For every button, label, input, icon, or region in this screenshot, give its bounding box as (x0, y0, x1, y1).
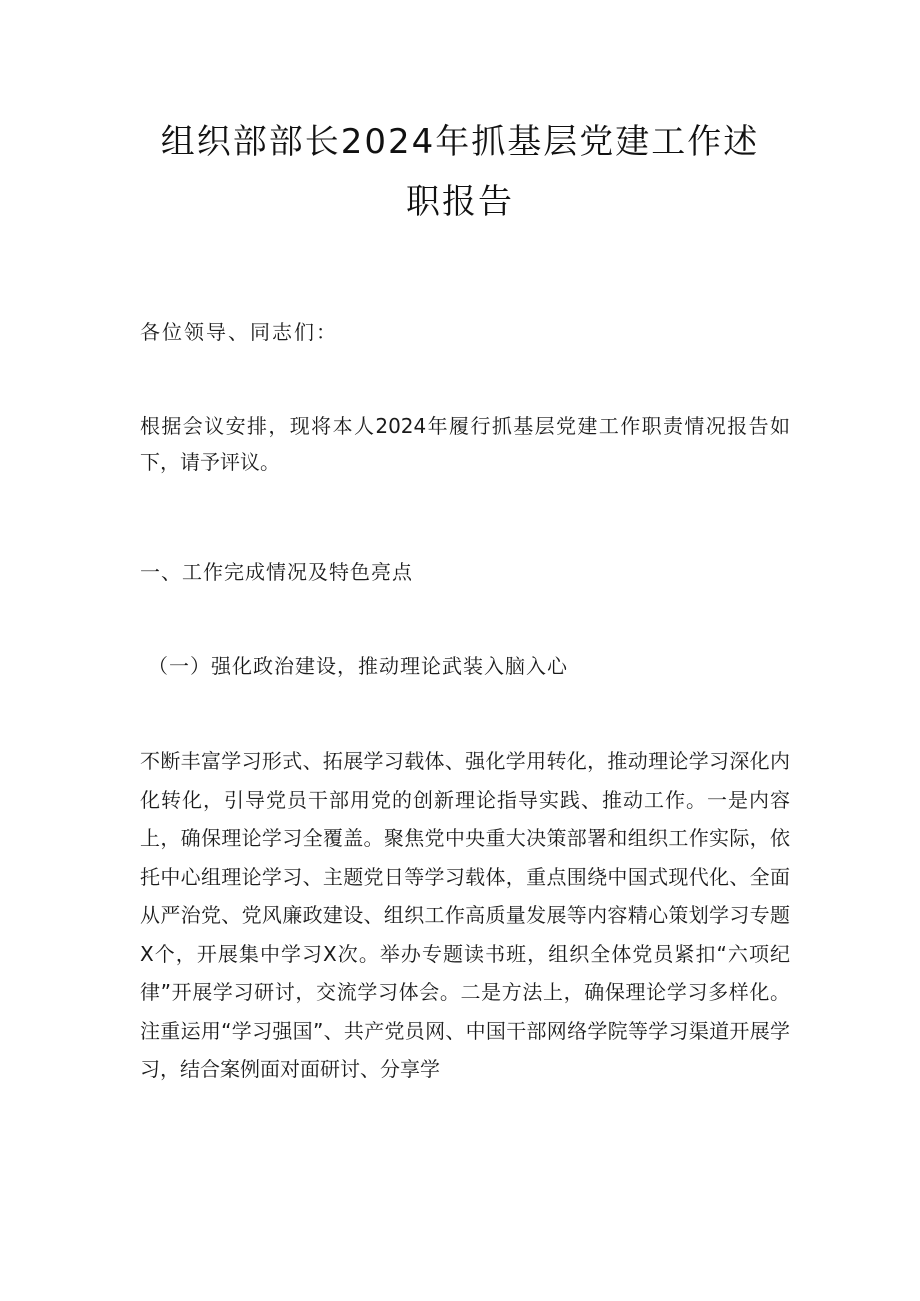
section-heading: 一、工作完成情况及特色亮点 (140, 560, 413, 584)
intro-paragraph: 根据会议安排，现将本人2024年履行抓基层党建工作职责情况报告如下，请予评议。 (140, 414, 790, 474)
salutation: 各位领导、同志们： (140, 320, 338, 344)
document-title: 组织部部长2024年抓基层党建工作述职报告 (160, 122, 760, 222)
subsection-heading: （一）强化政治建设，推动理论武装入脑入心 (148, 654, 568, 678)
body-paragraph: 不断丰富学习形式、拓展学习载体、强化学用转化，推动理论学习深化内化转化，引导党员干部用党的创新理论指导实践、推动工作。一是内容上，确保理论学习全覆盖。聚焦党中央重大决策部署和组织工作实际，依托中心组理论学习、主题党日等学习载体，重点围绕中国式现代化、全面从严治党、党风廉政建设、组织工作高质量发展等内容精心策划学习专题X个，开展集中学习X次。举办专题读书班，组织全体党员紧扣“六项纪律”开展学习研讨，交流学习体会。二是方法上，确保理论学习多样化。注重运用“学习强国”、共产党员网、中国干部网络学院等学习渠道开展学习，结合案例面对面研讨、分享学 (140, 749, 790, 1081)
